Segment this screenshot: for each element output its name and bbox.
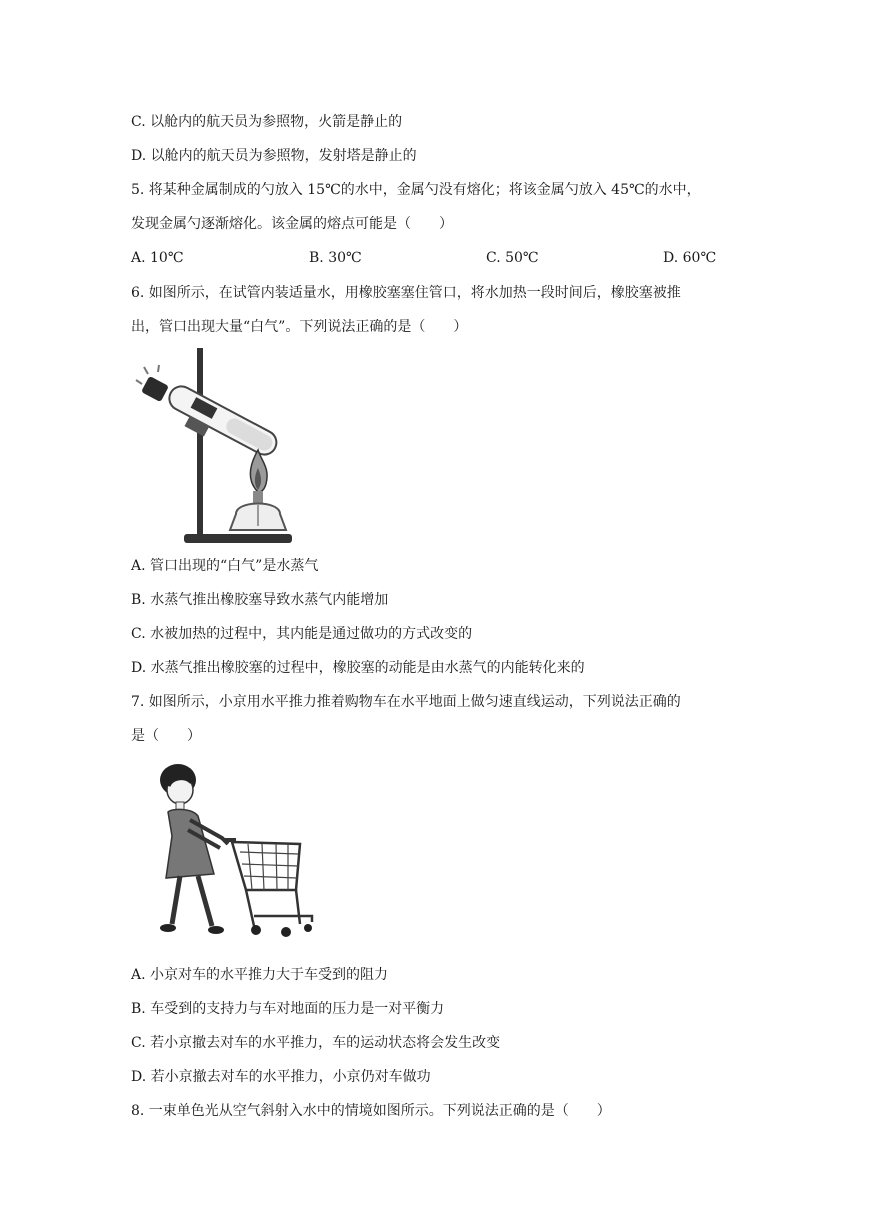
- q6-option-c: C. 水被加热的过程中，其内能是通过做功的方式改变的: [131, 626, 473, 642]
- q4-option-c: C. 以舱内的航天员为参照物，火箭是静止的: [131, 114, 403, 130]
- girl: [160, 764, 228, 934]
- q6-option-d: D. 水蒸气推出橡胶塞的过程中，橡胶塞的动能是由水蒸气的内能转化来的: [131, 660, 585, 676]
- test-tube: [165, 382, 280, 459]
- q5-option-d: D. 60℃: [663, 250, 717, 266]
- q4-option-d: D. 以舱内的航天员为参照物，发射塔是静止的: [131, 148, 417, 164]
- q5-stem-line-1: 5. 将某种金属制成的勺放入 15℃的水中，金属勺没有熔化；将该金属勺放入 45℃的水中，: [131, 182, 701, 198]
- q8-stem-line-1: 8. 一束单色光从空气斜射入水中的情境如图所示。下列说法正确的是（ ）: [131, 1103, 611, 1119]
- q5-option-c: C. 50℃: [486, 250, 539, 266]
- q6-stem-line-2: 出，管口出现大量“白气”。下列说法正确的是（ ）: [131, 319, 468, 335]
- q5-stem-line-2: 发现金属勺逐渐熔化。该金属的熔点可能是（ ）: [131, 216, 453, 232]
- q5-option-a: A. 10℃: [131, 250, 184, 266]
- q7-option-d: D. 若小京撤去对车的水平推力，小京仍对车做功: [131, 1069, 431, 1085]
- q7-stem-line-2: 是（ ）: [131, 728, 201, 744]
- shopping-cart-figure: [128, 756, 328, 946]
- flame: [250, 450, 267, 492]
- q5-option-b: B. 30℃: [309, 250, 362, 266]
- test-tube-heating-figure: [128, 344, 298, 548]
- q7-option-a: A. 小京对车的水平推力大于车受到的阻力: [131, 967, 389, 983]
- alcohol-lamp: [230, 491, 286, 530]
- q6-option-a: A. 管口出现的“白气”是水蒸气: [131, 558, 319, 574]
- q6-stem-line-1: 6. 如图所示，在试管内装适量水，用橡胶塞塞住管口，将水加热一段时间后，橡胶塞被推: [131, 285, 681, 301]
- q6-option-b: B. 水蒸气推出橡胶塞导致水蒸气内能增加: [131, 592, 389, 608]
- q7-stem-line-1: 7. 如图所示，小京用水平推力推着购物车在水平地面上做匀速直线运动，下列说法正确的: [131, 694, 681, 710]
- q7-option-b: B. 车受到的支持力与车对地面的压力是一对平衡力: [131, 1001, 445, 1017]
- q7-option-c: C. 若小京撤去对车的水平推力，车的运动状态将会发生改变: [131, 1035, 501, 1051]
- rubber-stopper: [136, 365, 169, 402]
- shopping-cart: [224, 840, 312, 937]
